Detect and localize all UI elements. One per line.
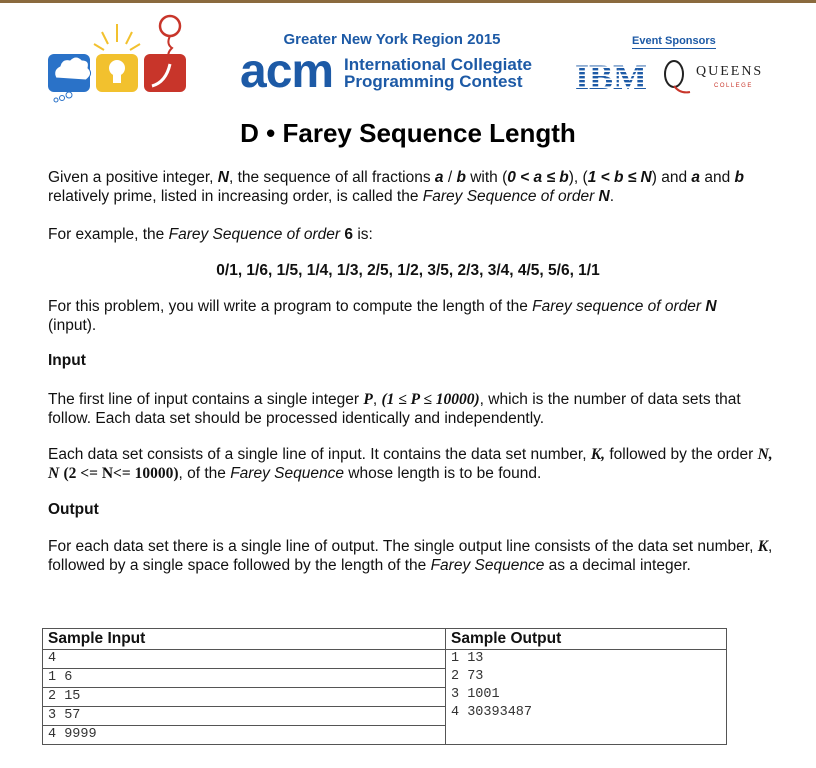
example-text: is: (353, 226, 373, 243)
output-text: as a decimal integer. (544, 557, 691, 574)
input-text: Each data set consists of a single line of input. It contains the data set number, (48, 446, 591, 463)
intro-text: ) and (651, 169, 692, 186)
farey-term: Farey Sequence of order (168, 226, 341, 243)
contest-name-line2: Programming Contest (344, 72, 523, 91)
sample-output-line: 4 30393487 (451, 705, 533, 720)
order-value: 6 (344, 226, 354, 243)
svg-text:QUEENS: QUEENS (696, 64, 764, 79)
queens-college-logo-icon (656, 56, 786, 96)
sample-table (42, 628, 727, 745)
sample-input-line: 2 15 (43, 687, 445, 706)
farey-term: Farey Sequence (230, 465, 344, 482)
sample-header-row (43, 629, 727, 650)
problem-title: D • Farey Sequence Length (240, 118, 576, 148)
top-rule (0, 0, 816, 3)
input-text: followed by the order (605, 446, 758, 463)
task-text: (input). (48, 317, 97, 334)
condition-a-b: 0 < a ≤ b (507, 169, 569, 186)
farey-sequence-example: 0/1, 1/6, 1/5, 1/4, 1/3, 2/5, 1/2, 3/5, 2/3, 3/4, 4/5, 5/6, 1/1 (216, 262, 600, 279)
event-sponsors-label: Event Sponsors (632, 35, 716, 47)
var-n: N (705, 298, 717, 315)
intro-text: relatively prime, listed in increasing order, is called the (48, 188, 423, 205)
intro-text: Given a positive integer, (48, 169, 218, 186)
var-k: K (757, 538, 769, 555)
var-a: a (691, 169, 701, 186)
intro-text: . (609, 188, 615, 205)
sample-output-header: Sample Output (446, 629, 727, 650)
output-heading: Output (48, 501, 99, 518)
var-p: P (363, 391, 373, 408)
var-k: K, (590, 446, 606, 463)
var-n: N (598, 188, 610, 205)
region-title: Greater New York Region 2015 (283, 31, 501, 48)
contest-name (344, 56, 544, 90)
sample-input-line: 4 (48, 651, 57, 666)
sample-input-line: 3 57 (43, 706, 445, 725)
input-text: whose length is to be found. (343, 465, 542, 482)
sample-output-line: 1 13 (451, 651, 484, 666)
sample-body-row (43, 650, 727, 745)
intro-text: ), ( (568, 169, 588, 186)
example-text: For example, the (48, 226, 169, 243)
intro-text: / (443, 169, 457, 186)
intro-text: with ( (465, 169, 508, 186)
task-paragraph (48, 297, 778, 335)
input-text: , which is the number of data sets that follow. Each data set should be processed identically and independently. (48, 391, 741, 427)
input-paragraph-2 (48, 445, 778, 483)
var-b: b (734, 169, 744, 186)
sample-input-line: 4 9999 (43, 725, 445, 744)
acm-wordmark: acm (240, 45, 334, 98)
sample-output-cell (446, 650, 727, 745)
input-heading: Input (48, 352, 86, 369)
input-text: The first line of input contains a single integer (48, 391, 364, 408)
output-text: , followed by a single space followed by the length of the (48, 538, 773, 574)
output-text: For each data set there is a single line of output. The single output line consists of the data set number, (48, 538, 758, 555)
svg-text:COLLEGE: COLLEGE (714, 83, 753, 89)
contest-name-line1: International Collegiate (344, 55, 532, 74)
intro-paragraph (48, 168, 778, 206)
farey-term: Farey Sequence (430, 557, 545, 574)
intro-text: and (700, 169, 735, 186)
sample-input-header: Sample Input (43, 629, 446, 650)
sample-input-line: 1 6 (43, 668, 445, 687)
example-paragraph (48, 225, 778, 244)
ibm-logo-icon (570, 60, 652, 92)
var-b: b (456, 169, 466, 186)
input-paragraph-1: The first line of input contains a single integer P, (1 ≤ P ≤ 10000), which is the number of data sets that follow. Each data set should be processed identically and independently. (48, 391, 741, 427)
condition-p: (1 ≤ P ≤ 10000) (381, 391, 480, 408)
input-text: , of the (178, 465, 231, 482)
farey-term: Farey Sequence of order (422, 188, 595, 205)
var-n: N, N (48, 446, 773, 482)
sample-output-line: 2 73 (451, 669, 484, 684)
sample-input-cell (43, 650, 446, 745)
contest-logo-icon (42, 12, 212, 112)
var-n: N (217, 169, 229, 186)
intro-text: , the sequence of all fractions (228, 169, 435, 186)
condition-n: (2 <= N<= 10000) (63, 465, 179, 482)
sample-output-line: 3 1001 (451, 687, 500, 702)
farey-term: Farey sequence of order (532, 298, 702, 315)
var-a: a (434, 169, 444, 186)
condition-b-n: 1 < b ≤ N (587, 169, 652, 186)
task-text: For this problem, you will write a program to compute the length of the (48, 298, 533, 315)
output-paragraph (48, 537, 778, 575)
